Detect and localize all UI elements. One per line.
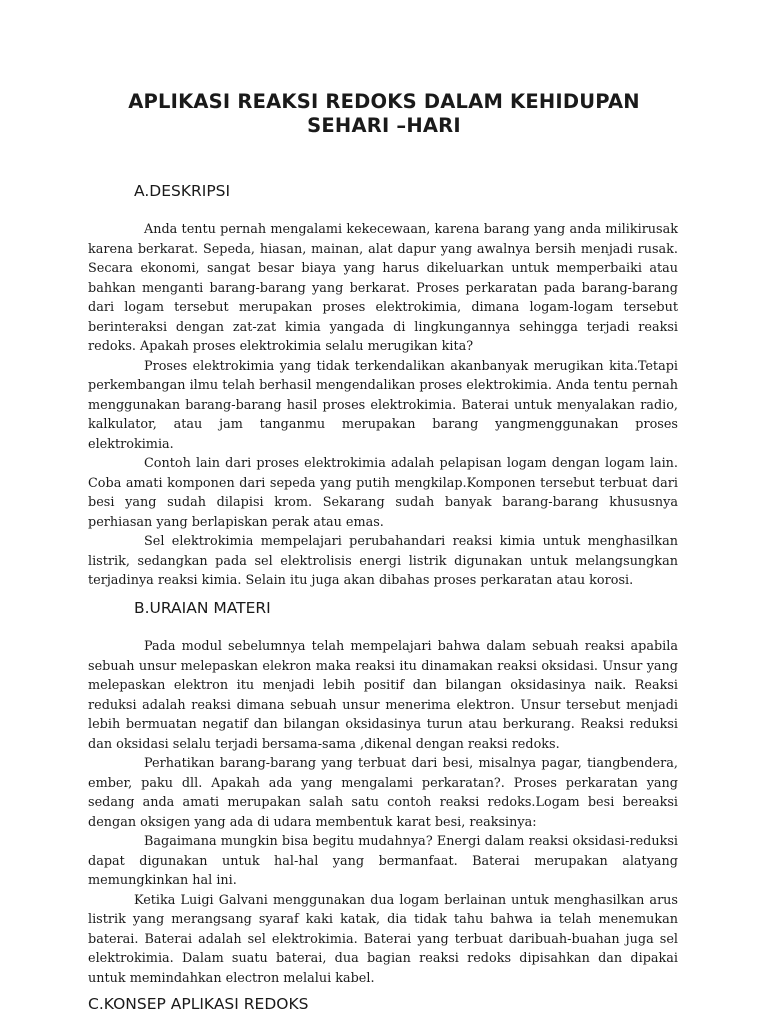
paragraph: Contoh lain dari proses elektrokimia adalah pelapisan logam dengan logam lain. Coba amati komponen dari sepeda yang putih mengkilap.Komponen tersebut terbuat dari besi yang sudah dilapisi krom. Sekarang sudah banyak barang-barang khususnya perhiasan yang berlapiskan perak atau emas. <box>88 456 678 530</box>
paragraph: Ketika Luigi Galvani menggunakan dua logam berlainan untuk menghasilkan arus listrik yang merangsang syaraf kaki katak, dia tidak tahu bahwa ia telah menemukan baterai. Baterai adalah sel elektrokimia. Baterai yang terbuat daribuah-buahan juga sel elektrokimia. Dalam suatu baterai, dua bagian reaksi redoks dipisahkan dan dipakai untuk memindahkan electron melalui kabel. <box>88 892 678 986</box>
paragraph: Proses elektrokimia yang tidak terkendalikan akanbanyak merugikan kita.Tetapi perkembangan ilmu telah berhasil mengendalikan proses elektrokimia. Anda tentu pernah menggunakan barang-barang hasil proses elektrokimia. Baterai untuk menyalakan radio, kalkulator, atau jam tanganmu merupakan barang yangmenggunakan proses elektrokimia. <box>88 358 678 452</box>
paragraph: Sel elektrokimia mempelajari perubahandari reaksi kimia untuk menghasilkan listrik, sedangkan pada sel elektrolisis energi listrik digunakan untuk melangsungkan terjadinya reaksi kimia. Selain itu juga akan dibahas proses perkaratan atau korosi. <box>88 534 678 588</box>
paragraph: Bagaimana mungkin bisa begitu mudahnya? Energi dalam reaksi oksidasi-reduksi dapat digunakan untuk hal-hal yang bermanfaat. Baterai merupakan alatyang memungkinkan hal ini. <box>88 834 678 888</box>
title-line-2: SEHARI –HARI <box>307 114 461 137</box>
document-title <box>60 90 708 138</box>
section-body-uraian-materi <box>88 637 678 988</box>
section-heading-konsep-aplikasi-redoks: C.KONSEP APLIKASI REDOKS <box>88 995 309 1013</box>
section-heading-deskripsi: A.DESKRIPSI <box>134 182 231 200</box>
paragraph: Anda tentu pernah mengalami kekecewaan, karena barang yang anda milikirusak karena berkarat. Sepeda, hiasan, mainan, alat dapur yang awalnya bersih menjadi rusak. Secara ekonomi, sangat besar biaya yang harus dikeluarkan untuk memperbaiki atau bahkan menganti barang-barang yang berkarat. Proses perkaratan pada barang-barang dari logam tersebut merupakan proses elektrokimia, dimana logam-logam tersebut berinteraksi dengan zat-zat kimia yangada di lingkungannya sehingga terjadi reaksi redoks. Apakah proses elektrokimia selalu merugikan kita? <box>88 222 678 354</box>
title-line-1: APLIKASI REAKSI REDOKS DALAM KEHIDUPAN <box>128 90 640 113</box>
section-heading-uraian-materi: B.URAIAN MATERI <box>134 599 271 617</box>
section-body-deskripsi <box>88 220 678 591</box>
paragraph: Pada modul sebelumnya telah mempelajari bahwa dalam sebuah reaksi apabila sebuah unsur melepaskan elekron maka reaksi itu dinamakan reaksi oksidasi. Unsur yang melepaskan elektron itu menjadi lebih positif dan bilangan oksidasinya naik. Reaksi reduksi adalah reaksi dimana sebuah unsur menerima elektron. Unsur tersebut menjadi lebih bermuatan negatif dan bilangan oksidasinya turun atau berkurang. Reaksi reduksi dan oksidasi selalu terjadi bersama-sama ,dikenal dengan reaksi redoks. <box>88 639 678 752</box>
paragraph: Perhatikan barang-barang yang terbuat dari besi, misalnya pagar, tiangbendera, ember, paku dll. Apakah ada yang mengalami perkaratan?. Proses perkaratan yang sedang anda amati merupakan salah satu contoh reaksi redoks.Logam besi bereaksi dengan oksigen yang ada di udara membentuk karat besi, reaksinya: <box>88 756 678 830</box>
